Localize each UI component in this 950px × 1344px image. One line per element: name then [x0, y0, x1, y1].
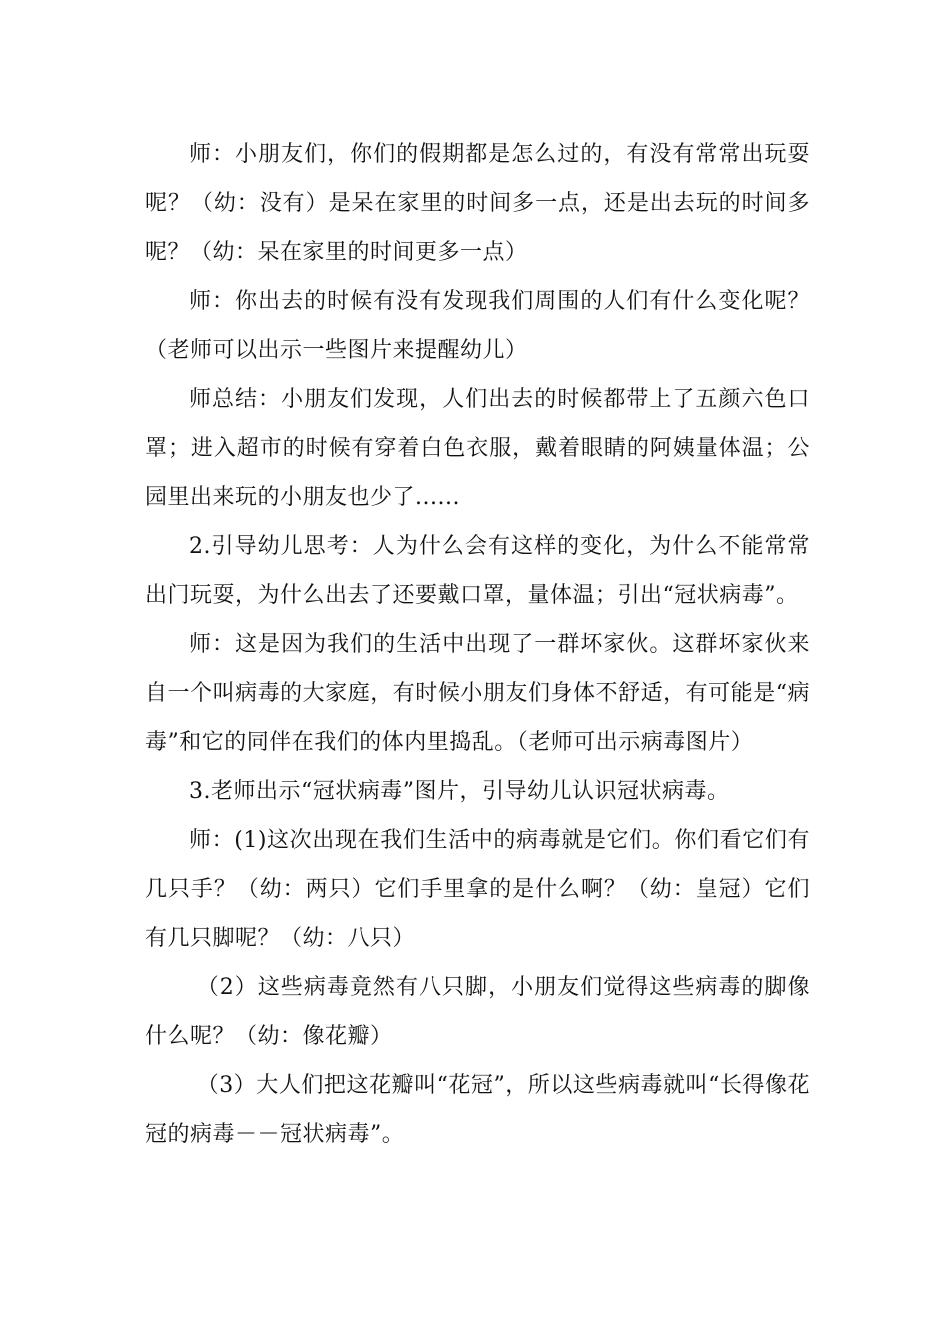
- paragraph-sub-3-corona-name: （3）大人们把这花瓣叫“花冠”，所以这些病毒就叫“长得像花冠的病毒－－冠状病毒”。: [145, 1073, 810, 1147]
- paragraph-teacher-virus-explanation: 师：这是因为我们的生活中出现了一群坏家伙。这群坏家伙来自一个叫病毒的大家庭，有时候小朋友们身体不舒适，有可能是“病毒”和它的同伴在我们的体内里捣乱。（老师可出示病毒图片）: [145, 632, 810, 755]
- document-body: [145, 130, 810, 1159]
- paragraph-teacher-holiday-question: 师：小朋友们，你们的假期都是怎么过的，有没有常常出玩耍呢？（幼：没有）是呆在家里的时间多一点，还是出去玩的时间多呢？（幼：呆在家里的时间更多一点）: [145, 142, 810, 265]
- paragraph-sub-2-virus-feet: （2）这些病毒竟然有八只脚，小朋友们觉得这些病毒的脚像什么呢？（幼：像花瓣）: [145, 975, 810, 1049]
- paragraph-teacher-summary: 师总结：小朋友们发现，人们出去的时候都带上了五颜六色口罩；进入超市的时候有穿着白色衣服，戴着眼睛的阿姨量体温；公园里出来玩的小朋友也少了......: [145, 387, 810, 510]
- paragraph-step-2-guide-thinking: 2.引导幼儿思考：人为什么会有这样的变化，为什么不能常常出门玩耍，为什么出去了还要戴口罩，量体温；引出“冠状病毒”。: [145, 534, 810, 608]
- paragraph-teacher-virus-features: 师：(1)这次出现在我们生活中的病毒就是它们。你们看它们有几只手？（幼：两只）它们手里拿的是什么啊？（幼：皇冠）它们有几只脚呢？（幼：八只）: [145, 828, 810, 951]
- paragraph-teacher-changes-question: 师：你出去的时候有没有发现我们周围的人们有什么变化呢？（老师可以出示一些图片来提醒幼儿）: [145, 289, 810, 363]
- paragraph-step-3-show-picture: 3.老师出示“冠状病毒”图片，引导幼儿认识冠状病毒。: [189, 779, 730, 804]
